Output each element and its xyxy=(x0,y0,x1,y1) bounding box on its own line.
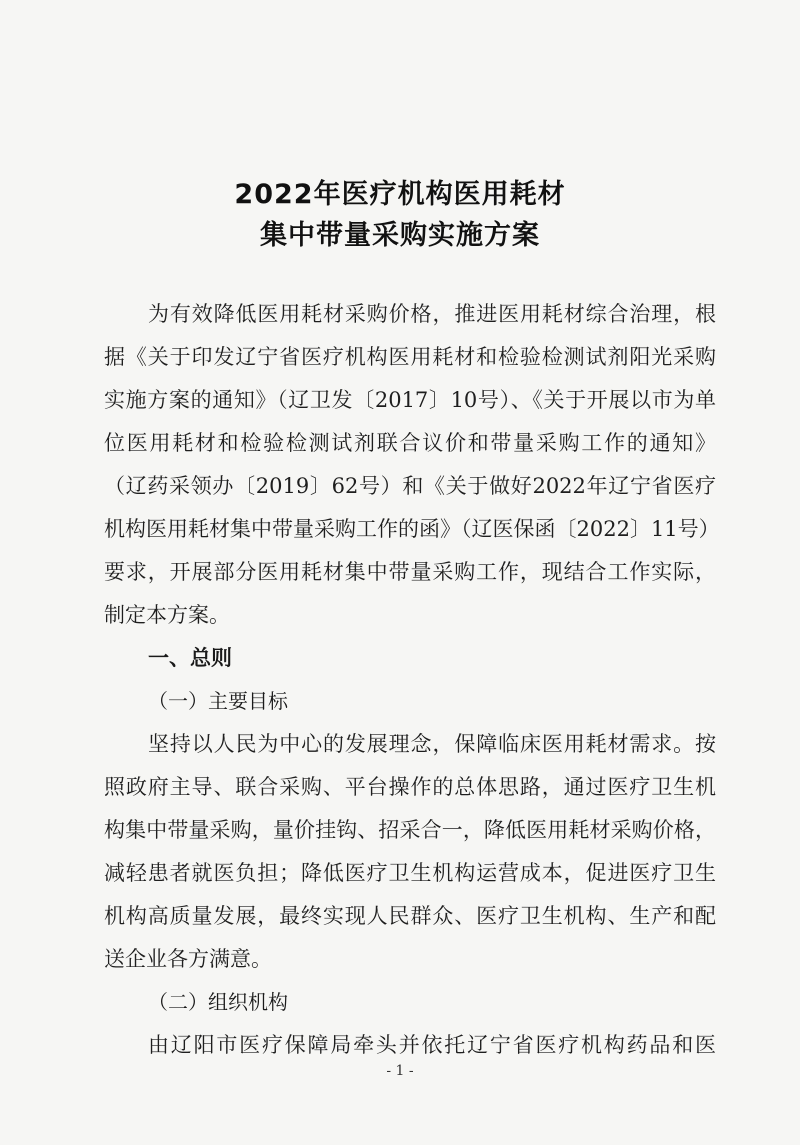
intro-line: （辽药采领办〔2019〕62号）和《关于做好2022年辽宁省医疗 xyxy=(104,474,716,498)
goals-line: 机构高质量发展，最终实现人民群众、医疗卫生机构、生产和配 xyxy=(104,904,716,928)
organization-line: 由辽阳市医疗保障局牵头并依托辽宁省医疗机构药品和医 xyxy=(148,1033,716,1057)
page-number: - 1 - xyxy=(386,1063,414,1079)
subsection-heading-organization: （二）组织机构 xyxy=(148,990,288,1014)
goals-line: 照政府主导、联合采购、平台操作的总体思路，通过医疗卫生机 xyxy=(104,775,716,799)
goals-line: 减轻患者就医负担；降低医疗卫生机构运营成本，促进医疗卫生 xyxy=(104,861,716,885)
section-heading-general: 一、总则 xyxy=(148,646,232,670)
intro-line: 制定本方案。 xyxy=(104,603,230,627)
intro-line: 位医用耗材和检验检测试剂联合议价和带量采购工作的通知》 xyxy=(104,431,716,455)
goals-line: 坚持以人民为中心的发展理念，保障临床医用耗材需求。按 xyxy=(148,732,716,756)
goals-line: 送企业各方满意。 xyxy=(104,947,272,971)
intro-line: 据《关于印发辽宁省医疗机构医用耗材和检验检测试剂阳光采购 xyxy=(104,345,716,369)
goals-line: 构集中带量采购，量价挂钩、招采合一，降低医用耗材采购价格， xyxy=(104,818,716,842)
document-title-line-1: 2022年医疗机构医用耗材 xyxy=(234,179,566,210)
intro-line: 机构医用耗材集中带量采购工作的函》（辽医保函〔2022〕11号） xyxy=(104,517,720,541)
document-title-line-2: 集中带量采购实施方案 xyxy=(260,220,540,251)
intro-line: 要求，开展部分医用耗材集中带量采购工作，现结合工作实际， xyxy=(104,560,716,584)
intro-line: 为有效降低医用耗材采购价格，推进医用耗材综合治理，根 xyxy=(148,302,716,326)
subsection-heading-goals: （一）主要目标 xyxy=(148,689,288,713)
intro-line: 实施方案的通知》（辽卫发〔2017〕10号）、《关于开展以市为单 xyxy=(104,388,716,412)
